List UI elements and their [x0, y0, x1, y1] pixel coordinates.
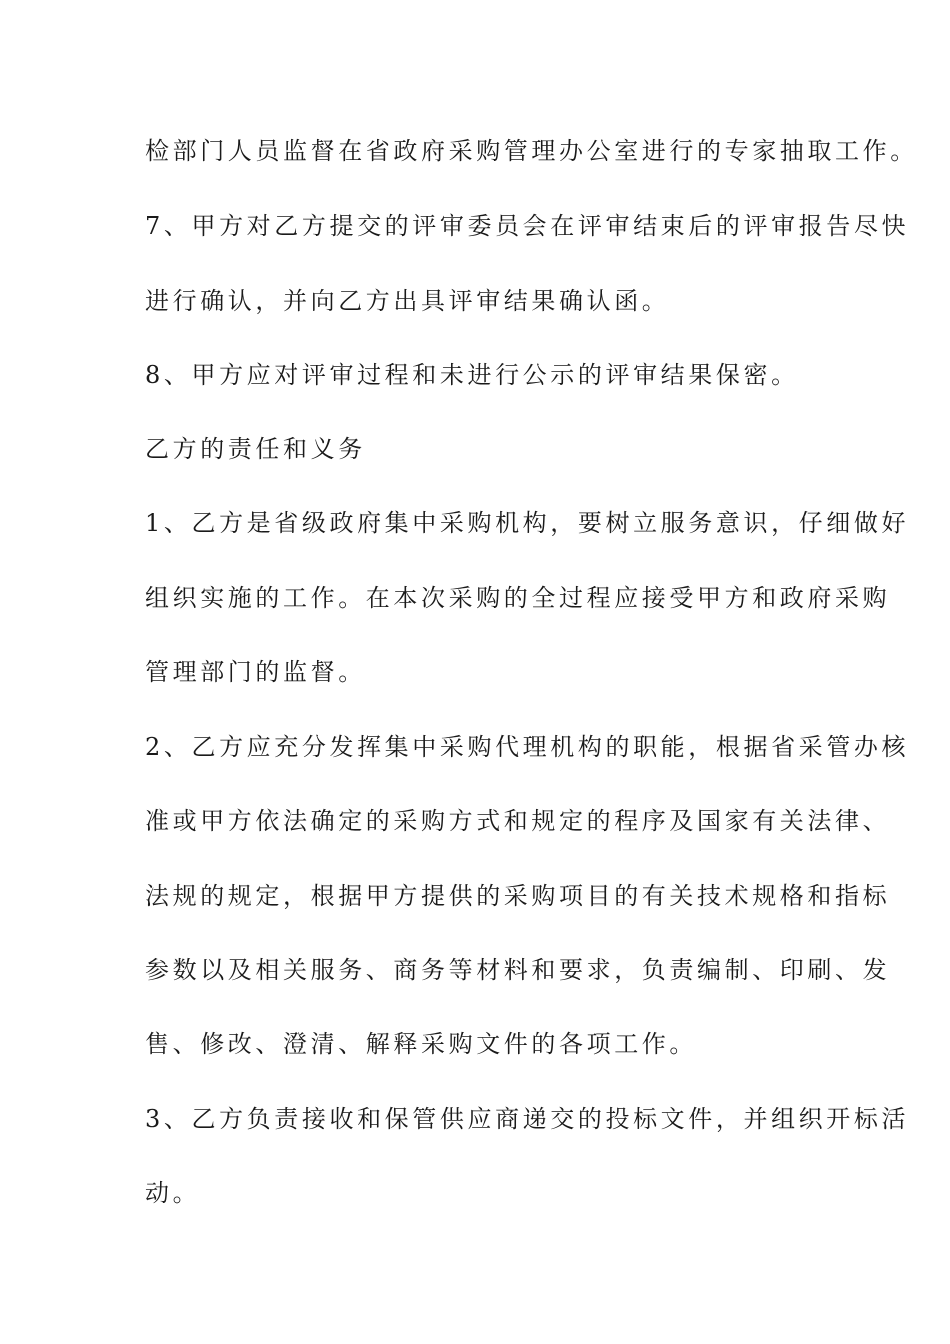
text-line: 准或甲方依法确定的采购方式和规定的程序及国家有关法律、 — [145, 807, 891, 835]
text-line: 1、乙方是省级政府集中采购机构，要树立服务意识，仔细做好 — [145, 509, 910, 537]
text-line: 动。 — [145, 1179, 201, 1207]
text-line: 参数以及相关服务、商务等材料和要求，负责编制、印刷、发 — [145, 956, 891, 984]
text-line: 进行确认，并向乙方出具评审结果确认函。 — [145, 287, 670, 315]
text-line: 组织实施的工作。在本次采购的全过程应接受甲方和政府采购 — [145, 584, 891, 612]
text-line: 2、乙方应充分发挥集中采购代理机构的职能，根据省采管办核 — [145, 733, 910, 761]
section-heading: 乙方的责任和义务 — [145, 435, 366, 463]
text-line: 法规的规定，根据甲方提供的采购项目的有关技术规格和指标 — [145, 882, 891, 910]
text-line: 管理部门的监督。 — [145, 658, 366, 686]
text-line: 8、甲方应对评审过程和未进行公示的评审结果保密。 — [145, 361, 799, 389]
text-line: 检部门人员监督在省政府采购管理办公室进行的专家抽取工作。 — [145, 137, 918, 165]
text-line: 7、甲方对乙方提交的评审委员会在评审结束后的评审报告尽快 — [145, 212, 910, 240]
text-line: 售、修改、澄清、解释采购文件的各项工作。 — [145, 1030, 697, 1058]
text-line: 3、乙方负责接收和保管供应商递交的投标文件，并组织开标活 — [145, 1105, 910, 1133]
